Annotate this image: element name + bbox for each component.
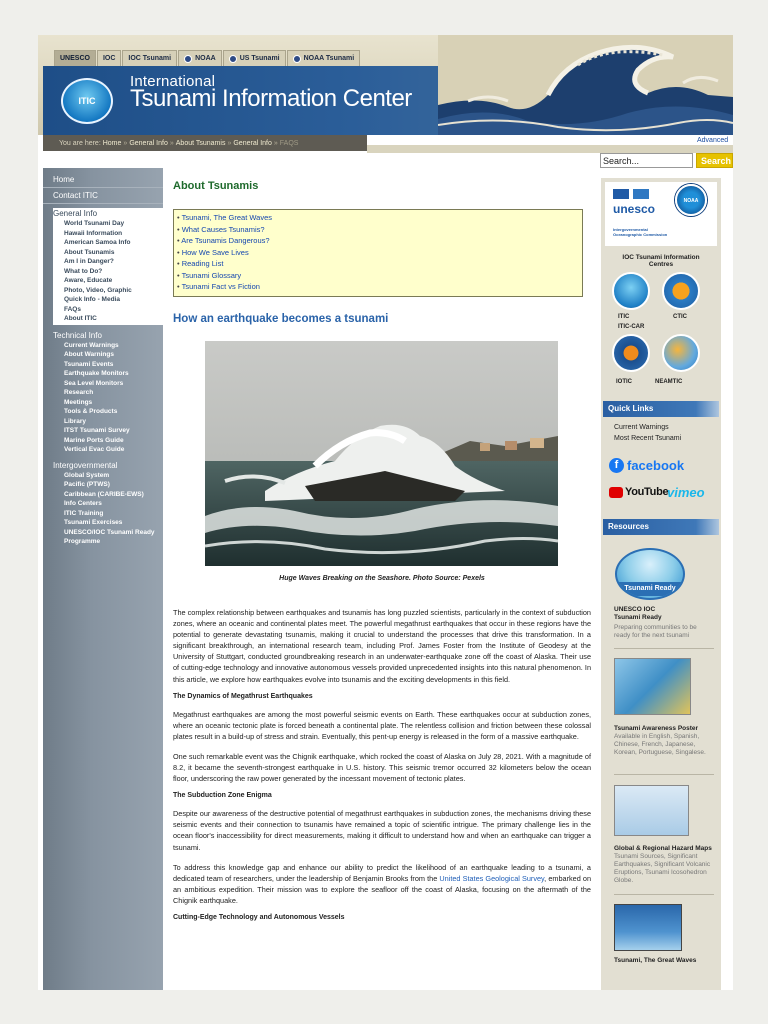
article-title: How an earthquake becomes a tsunami [173,313,389,325]
sidebar-item[interactable]: Hawaii Information [64,229,123,237]
itic-center-icon[interactable] [612,272,650,310]
ioc-centres-heading: IOC Tsunami Information Centres [622,254,700,268]
topnav-label: IOC Tsunami [128,55,172,62]
advanced-search-link[interactable]: Advanced [697,137,729,144]
subheading: The Subduction Zone Enigma [173,792,272,800]
facebook-link[interactable] [609,458,684,473]
center-label: ITIC [618,314,630,320]
toc-box [173,209,583,297]
toc-item[interactable]: • Tsunami, The Great Waves [177,213,273,222]
breadcrumb-current: FAQS [279,139,299,147]
resource-title[interactable]: UNESCO IOC Tsunami Ready [614,606,662,621]
sidebar-item[interactable]: Tsunami Exercises [64,519,123,526]
noaa-seal-icon [293,55,301,63]
sidebar-item[interactable]: UNESCO/IOC Tsunami Ready Programme [64,528,155,545]
topnav-ioc-tsunami[interactable] [122,50,177,66]
quick-links-header: Quick Links [603,401,719,417]
resource-title[interactable]: Tsunami Awareness Poster [614,725,699,732]
divider [614,774,714,775]
toc-item-label: How We Save Lives [181,247,249,257]
sidebar-item[interactable]: American Samoa Info [64,239,131,246]
sidebar-item[interactable]: Current Warnings [64,341,119,349]
tsunami-ready-badge: Tsunami Ready [617,582,683,596]
divider [614,648,714,649]
topnav-label: IOC [102,55,116,62]
toc-item[interactable]: • Tsunami Fact vs Fiction [177,282,260,291]
toc-item-label: Tsunami Fact vs Fiction [181,282,260,291]
sidebar-item[interactable]: Sea Level Monitors [64,379,124,387]
topnav-noaa[interactable] [178,50,222,66]
resources-header: Resources [603,519,719,535]
right-sidebar [601,178,721,990]
search-button[interactable]: Search [696,153,733,168]
quick-link-recent-tsunami[interactable]: Most Recent Tsunami [614,435,682,442]
breadcrumb-general-info-2[interactable]: General Info [233,139,272,147]
topnav-unesco[interactable] [54,50,96,66]
topnav-label: NOAA Tsunami [303,55,355,62]
breadcrumb-prefix: You are here: [59,139,101,147]
left-sidebar [43,168,163,990]
partner-logos [605,182,717,246]
toc-item[interactable]: • Are Tsunamis Dangerous? [177,236,270,245]
sidebar-item[interactable]: Caribbean (CARIBE-EWS) [64,490,144,498]
paragraph-text: , embarked on an ambitious expedition. Their mission was to explore the seafloor off the coast of Alaska, focusing on the aftermath of the Chignik earthquake. [173,873,592,905]
itic-logo-text: ITIC [78,96,96,106]
main-content [173,180,591,921]
photo-caption: Huge Waves Breaking on the Seashore. Photo Source: Pexels [279,575,485,582]
sidebar-general-info [53,208,163,325]
youtube-link[interactable] [609,486,668,498]
usgs-link[interactable]: United States Geological Survey [439,873,545,883]
site-title-line2: Tsunami Information Center [130,85,412,112]
breadcrumb-bar-extension [367,145,733,153]
sidebar-item[interactable]: World Tsunami Day [64,220,125,227]
unesco-label: unesco [613,202,656,216]
resource-title[interactable]: Tsunami, The Great Waves [614,957,697,964]
sidebar-item[interactable]: Photo, Video, Graphic [64,286,132,294]
sidebar-item[interactable]: Tools & Products [64,408,118,415]
resource-desc: Tsunami Sources, Significant Earthquakes, Significant Volcanic Eruptions, Tsunami Icosohedron Globe. [614,853,711,884]
iotic-center-icon[interactable] [612,334,650,372]
sidebar-item[interactable]: Quick Info - Media [64,296,120,303]
topnav-label: US Tsunami [239,55,280,62]
sidebar-section-technical-info[interactable]: Technical Info [53,330,102,340]
sidebar-home-link[interactable]: Home [43,172,163,188]
center-label: ITIC-CAR [618,324,645,330]
header [38,35,733,135]
paragraph: One such remarkable event was the Chignik earthquake, which rocked the coast of Alaska on July 28, 2021. With a magnitude of 8.2, it became the seventh-strongest earthquake in U.S. history. This seismic tremor occurred 32 kilometers below the ocean floor, underscoring the raw power generated by the incessant movement of tectonic plates. [173,751,591,784]
paragraph [173,862,591,906]
quick-link-current-warnings[interactable]: Current Warnings [614,424,669,431]
sidebar-item[interactable]: About ITIC [64,315,97,322]
sidebar-section-general-info[interactable]: General Info [53,209,98,218]
toc-item-label: What Causes Tsunamis? [181,224,265,234]
paragraph-text: To address this knowledge gap and enhance our ability to predict the likelihood of an earthquake leading to a tsunami, a dedicated team of researchers, under the leadership of Benjamin Brooks from the [173,862,591,883]
sidebar-item[interactable]: Global System [64,471,110,479]
center-label: NEAMTIC [655,379,683,385]
resource-title[interactable]: Global & Regional Hazard Maps [614,845,712,852]
topnav-ioc[interactable] [97,50,121,66]
sidebar-contact-link[interactable]: Contact ITIC [43,188,163,204]
youtube-label: YouTube [625,486,669,498]
itic-logo[interactable] [61,78,113,124]
topnav-label: NOAA [195,55,216,62]
breadcrumb-about-tsunamis[interactable]: About Tsunamis [175,139,226,147]
sidebar-item[interactable]: What to Do? [64,267,103,275]
toc-item[interactable]: • Reading List [177,259,224,268]
great-wave-image [438,35,733,135]
topnav-us-tsunami[interactable] [223,50,286,66]
sidebar-item[interactable]: Library [64,417,87,425]
sidebar-item[interactable]: Marine Ports Guide [64,436,124,444]
sidebar-item[interactable]: Aware, Educate [64,277,113,284]
topnav-label: UNESCO [60,55,90,62]
resource-desc: Available in English, Spanish, Chinese, French, Japanese, Korean, Portuguese, Singalese. [614,733,706,756]
site-title-line1: International [130,73,216,90]
topnav-noaa-tsunami[interactable] [287,50,361,66]
toc-item[interactable]: • How We Save Lives [177,247,249,257]
toc-item-label: Are Tsunamis Dangerous? [181,236,270,245]
toc-item[interactable]: • What Causes Tsunamis? [177,224,265,234]
subheading: Cutting-Edge Technology and Autonomous Vessels [173,913,345,921]
sidebar-item[interactable]: Meetings [64,398,93,406]
unesco-subtitle: Intergovernmental Oceanographic Commission [613,227,668,237]
waves-photo [205,341,558,566]
noaa-logo-icon[interactable]: NOAA [675,184,707,216]
center-label: CTIC [673,314,687,320]
sidebar-item[interactable]: Tsunami Events [64,360,114,368]
breadcrumb-home[interactable]: Home [102,139,122,147]
facebook-icon: f [609,458,624,473]
youtube-play-icon [609,487,623,498]
neamtic-center-icon[interactable] [662,334,700,372]
awareness-poster-image[interactable] [614,658,691,715]
page [38,35,733,990]
sidebar-item[interactable]: About Warnings [64,351,114,358]
hazard-map-image[interactable] [614,785,689,836]
breadcrumb: You are here: Home » General Info » About Tsunamis » General Info » FAQS [43,135,367,151]
breadcrumb-general-info[interactable]: General Info [129,139,168,147]
paragraph: Despite our awareness of the destructive potential of megathrust earthquakes in subduction zones, the mechanisms driving these seismic events and their connection to tsunamis have remained a topic of scientific intrigue. The primary challenge lies in the ocean floor's inaccessibility for direct measurements, making it difficult to understand how and when an earthquake can trigger a tsunami. [173,809,591,852]
sidebar-item[interactable]: Research [64,389,94,396]
sidebar-item[interactable]: Vertical Evac Guide [64,446,125,453]
sidebar-item[interactable]: FAQs [64,305,81,313]
vimeo-link[interactable]: vimeo [667,485,705,500]
sidebar-item[interactable]: Pacific (PTWS) [64,481,110,488]
toc-item-label: Tsunami, The Great Waves [181,213,273,222]
center-label: IOTIC [616,379,632,385]
sidebar-item[interactable]: Am I in Danger? [64,258,114,265]
sidebar-item[interactable]: About Tsunamis [64,248,115,256]
ctic-center-icon[interactable] [662,272,700,310]
noaa-seal-icon [184,55,192,63]
sidebar-item[interactable]: ITST Tsunami Survey [64,427,130,434]
subheading: The Dynamics of Megathrust Earthquakes [173,692,313,700]
noaa-seal-icon [229,55,237,63]
tsunami-ready-image[interactable] [615,548,685,600]
paragraph: Megathrust earthquakes are among the most powerful seismic events on Earth. These earthquakes occur at subduction zones, where an oceanic tectonic plate is forced beneath a continental plate. The relentless collision and friction between these colossal plates result in a build-up of stress and strain. Eventually, this pent-up energy is released in the form of a massive earthquake. [173,709,591,741]
facebook-label: facebook [627,458,685,473]
sidebar-item[interactable]: Info Centers [64,500,102,507]
toc-item[interactable]: • Tsunami Glossary [177,270,242,280]
toc-item-label: Reading List [181,259,224,268]
sidebar-item[interactable]: Earthquake Monitors [64,370,129,377]
divider [614,894,714,895]
sidebar-section-intergovernmental[interactable]: Intergovernmental [53,460,118,470]
toc-item-label: Tsunami Glossary [181,270,242,280]
section-title: About Tsunamis [173,180,259,192]
paragraph: The complex relationship between earthquakes and tsunamis has long puzzled scientists, particularly in the context of subduction zones, where an oceanic and continental plates meet. The powerful megathrust earthquakes that occur in these regions have the potential to generate devastating tsunamis, making it crucial to understand the processes that drive this transformation. In a significant breakthrough, an international research team, including Prof. James Foster from the Institute of Geodesy at the University of Stuttgart, conducted groundbreaking research in an underwater-earthquake zone off the coast of Alaska. Their use of cutting-edge technology and innovative autonomous vessels provided unprecedented insights into this natural phenomenon. In this article, we explore how earthquakes evolve into tsunamis and the exciting developments in this field. [173,608,591,684]
unesco-logo-icon[interactable] [611,187,671,227]
top-nav [54,50,360,66]
search-input[interactable] [600,153,693,168]
great-waves-image[interactable] [614,904,682,951]
sidebar-item[interactable]: ITIC Training [64,509,104,517]
resource-desc: Preparing communities to be ready for the next tsunami [614,624,697,639]
